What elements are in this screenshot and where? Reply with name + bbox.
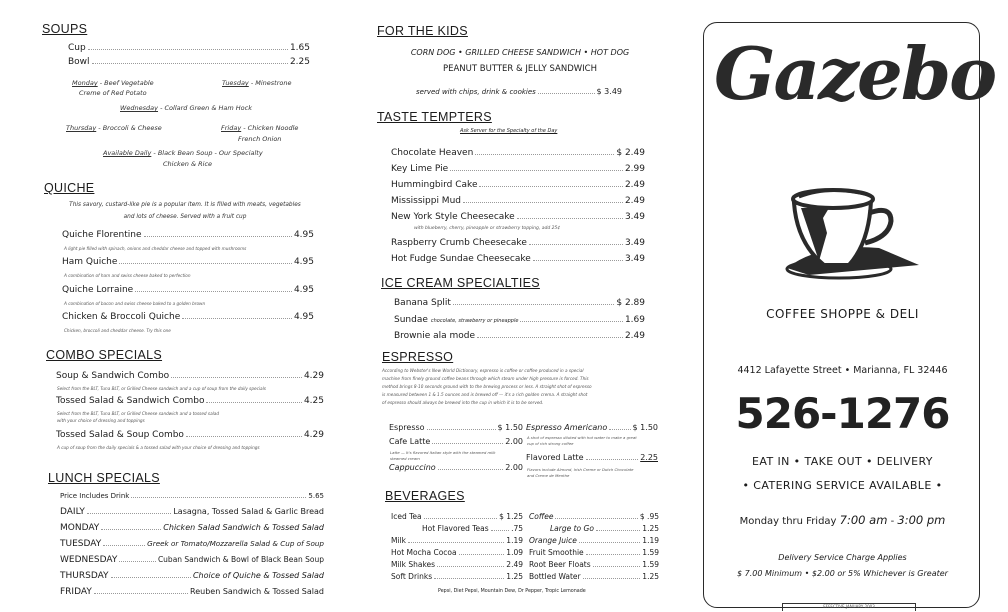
item-price: 1.19	[642, 536, 659, 545]
soup-day-friday: Friday - Chicken Noodle	[221, 124, 299, 132]
item-name: Cafe Latte	[389, 437, 431, 446]
lunch-day-friday	[60, 587, 324, 597]
item-price: 4.29	[303, 430, 324, 440]
item-name: Cappuccino	[389, 463, 436, 472]
item-name: New York Style Cheesecake	[391, 212, 515, 222]
item-price: 2.49	[506, 560, 523, 569]
item-name: Soup & Sandwich Combo	[56, 371, 170, 381]
item-name: Bottled Water	[529, 572, 581, 581]
item-desc: Chicken, broccoli and cheddar cheese. Try this one	[64, 328, 171, 333]
item-note: chocolate, strawberry or pineapple	[430, 318, 519, 324]
item-name: Price Includes Drink	[60, 492, 130, 500]
menu-item-cappuccino	[389, 463, 523, 472]
item-name: Flavored Latte	[526, 453, 584, 462]
espresso-intro-line: machine from finely ground coffee beans through which steam under high pressure is forced. This	[382, 376, 589, 381]
quiche-intro-2: and lots of cheese. Served with a fruit cup	[123, 214, 247, 220]
menu-item-brownie	[394, 331, 645, 341]
item-name: Mississippi Mud	[391, 196, 461, 206]
item-price: $ 3.49	[596, 87, 622, 96]
beverage-milk	[391, 536, 523, 545]
day-label: MONDAY	[60, 523, 100, 533]
lunch-day-monday	[60, 523, 324, 533]
item-name: Banana Split	[394, 298, 451, 308]
item-price: 2.49	[624, 331, 645, 341]
item-desc: A cup of soup from the daily specials & a tossed salad with your choice of dressing and toppings	[57, 445, 260, 450]
lunch-day-tuesday	[60, 539, 324, 549]
day-label: WEDNESDAY	[60, 555, 118, 565]
item-name: Orange Juice	[529, 536, 577, 545]
item-name: Root Beer Floats	[529, 560, 591, 569]
lunch-price-row	[60, 491, 324, 500]
item-name: Fruit Smoothie	[529, 548, 584, 557]
menu-item-espresso-americano	[526, 423, 658, 432]
kids-title: FOR THE KIDS	[377, 24, 468, 38]
soup-available-daily-extra: Chicken & Rice	[163, 160, 213, 168]
menu-item-salad-soup-combo	[56, 430, 324, 440]
item-price: 2.00	[505, 437, 523, 446]
item-name: served with chips, drink & cookies	[416, 88, 536, 96]
soup-day-friday-extra: French Onion	[238, 135, 282, 143]
beverage-soft-drinks	[391, 572, 523, 581]
beverage-hot-teas	[422, 524, 523, 533]
beverage-large-to-go	[550, 524, 659, 533]
item-price: 1.59	[642, 548, 659, 557]
item-price: 1.59	[642, 560, 659, 569]
soup-available-daily: Available Daily - Black Bean Soup - Our Specialty	[103, 149, 263, 157]
item-name: Key Lime Pie	[391, 164, 449, 174]
item-price: 3.49	[624, 238, 645, 248]
kids-price-row	[416, 87, 622, 96]
meal-label: Lasagna, Tossed Salad & Garlic Bread	[173, 507, 324, 516]
espresso-intro-line: According to Webster's New World Dictionary, espresso is coffee or coffee produced in a special	[382, 368, 584, 373]
item-name: Espresso	[389, 423, 425, 432]
item-name: Espresso Americano	[526, 423, 608, 432]
kids-items-line2: PEANUT BUTTER & JELLY SANDWICH	[442, 64, 597, 74]
item-name: Chicken & Broccoli Quiche	[62, 312, 181, 322]
item-price: $ 2.49	[616, 148, 645, 158]
kids-items-line1: CORN DOG • GRILLED CHEESE SANDWICH • HOT DOG	[410, 48, 630, 57]
menu-item-cafe-latte	[389, 437, 523, 446]
item-price: 4.95	[293, 230, 314, 240]
item-price: 4.29	[303, 371, 324, 381]
item-price: $ 1.25	[499, 512, 523, 521]
item-name: Coffee	[529, 512, 554, 521]
menu-item-sundae	[394, 315, 645, 325]
coffee-cup-icon	[779, 173, 919, 287]
item-price: 1.19	[506, 536, 523, 545]
beverage-coffee	[529, 512, 659, 521]
espresso-intro-line: is measured between 1 & 1.5 ounces and is brewed off — it's a rich golden crema. A straight shot	[382, 392, 588, 397]
item-desc: with your choice of dressing and toppings	[57, 418, 145, 423]
item-price: 4.25	[303, 396, 324, 406]
item-price: 1.25	[506, 572, 523, 581]
item-price: 4.95	[293, 285, 314, 295]
menu-item-flavored-latte	[526, 453, 658, 462]
services-line-1: EAT IN • TAKE OUT • DELIVERY	[752, 455, 933, 468]
tempters-title: TASTE TEMPTERS	[377, 110, 492, 124]
delivery-note-1: Delivery Service Charge Applies	[778, 553, 907, 562]
item-price: 2.25	[289, 57, 310, 67]
meal-label: Greek or Tomato/Mozzarella Salad & Cup of Soup	[147, 539, 324, 548]
item-desc: A combination of bacon and swiss cheese baked to a golden brown	[64, 301, 206, 306]
ny-cheesecake-note: with blueberry, cherry, pineapple or strawberry topping, add 25¢	[414, 226, 561, 231]
item-price: 2.99	[624, 164, 645, 174]
tempters-subtitle: Ask Server for the Specialty of the Day	[460, 128, 558, 134]
meal-label: Reuben Sandwich & Tossed Salad	[190, 587, 324, 596]
lunch-title: LUNCH SPECIALS	[48, 471, 160, 485]
item-price: 2.49	[624, 196, 645, 206]
item-price: 1.25	[642, 572, 659, 581]
item-price: 3.49	[624, 212, 645, 222]
item-name: Soft Drinks	[391, 572, 433, 581]
item-price: $ 1.50	[632, 423, 658, 432]
soup-day-monday-extra: Creme of Red Potato	[79, 89, 147, 97]
item-price: $ 2.89	[616, 298, 645, 308]
item-name: Raspberry Crumb Cheesecake	[391, 238, 527, 248]
item-price: 1.65	[289, 43, 310, 53]
item-price: 2.00	[505, 463, 523, 472]
day-label: TUESDAY	[60, 539, 102, 549]
item-desc: Select from the BLT, Tuna BLT, or Grilled Cheese sandwich and a tossed salad	[57, 411, 220, 416]
beverage-mocha-cocoa	[391, 548, 523, 557]
menu-item-espresso	[389, 423, 523, 432]
menu-item-hot-fudge-cheesecake	[391, 254, 645, 264]
item-desc: steamed cream	[390, 456, 420, 461]
item-name: Milk Shakes	[391, 560, 436, 569]
item-desc: and Creme de Menthe	[527, 473, 570, 478]
item-price: 5.65	[308, 492, 324, 500]
soup-day-tuesday: Tuesday - Minestrone	[222, 79, 292, 87]
hours-days: Monday thru Friday	[739, 516, 837, 527]
beverage-iced-tea	[391, 512, 523, 521]
beverage-root-beer-floats	[529, 560, 659, 569]
item-name: Chocolate Heaven	[391, 148, 474, 158]
beverage-fruit-smoothie	[529, 548, 659, 557]
menu-item-chicken-broccoli-quiche	[62, 312, 314, 322]
item-desc: A combination of ham and swiss cheese baked to perfection	[64, 273, 191, 278]
menu-item-mississippi-mud	[391, 196, 645, 206]
menu-item-ham-quiche	[62, 257, 314, 267]
item-name: Bowl	[68, 57, 90, 67]
brand-tagline: COFFEE SHOPPE & DELI	[766, 307, 919, 321]
meal-label: Chicken Salad Sandwich & Tossed Salad	[163, 523, 324, 532]
menu-item-key-lime-pie	[391, 164, 645, 174]
day-label: FRIDAY	[60, 587, 92, 597]
beverage-bottled-water	[529, 572, 659, 581]
soups-title: SOUPS	[42, 22, 88, 36]
lunch-day-thursday	[60, 571, 324, 581]
meal-label: Choice of Quiche & Tossed Salad	[192, 571, 324, 580]
menu-item-bowl	[68, 57, 310, 67]
menu-item-quiche-lorraine	[62, 285, 314, 295]
beverage-milk-shakes	[391, 560, 523, 569]
beverage-orange-juice	[529, 536, 659, 545]
soup-day-thursday: Thursday - Broccoli & Cheese	[66, 124, 162, 132]
combo-title: COMBO SPECIALS	[46, 348, 163, 362]
item-name: Tossed Salad & Soup Combo	[56, 430, 184, 440]
meal-label: Cuban Sandwich & Bowl of Black Bean Soup	[157, 555, 324, 564]
espresso-intro-line: of espresso should always be brewed into the cup in which it is to be served.	[382, 400, 544, 405]
item-name: Quiche Florentine	[62, 230, 142, 240]
services-line-2: • CATERING SERVICE AVAILABLE •	[742, 479, 943, 492]
item-price: 2.49	[624, 180, 645, 190]
brand-logo: Gazebo	[714, 31, 996, 116]
item-price: 2.25	[640, 453, 658, 462]
beverages-footer: Pepsi, Diet Pepsi, Mountain Dew, Dr Pepper, Tropic Lemonade	[438, 589, 586, 594]
item-price: 4.95	[293, 257, 314, 267]
item-name: Hummingbird Cake	[391, 180, 478, 190]
item-price: 1.09	[506, 548, 523, 557]
item-name: Milk	[391, 536, 406, 545]
hours-separator: -	[887, 516, 898, 527]
item-price: 1.69	[624, 315, 645, 325]
brand-phone: 526-1276	[735, 389, 950, 438]
item-desc: A light pie filled with spinach, onions and cheddar cheese and topped with mushrooms	[64, 246, 247, 251]
day-label: DAILY	[60, 507, 85, 517]
espresso-title: ESPRESSO	[382, 350, 454, 364]
item-name: Brownie ala mode	[394, 331, 476, 341]
item-name: Large to Go	[550, 524, 594, 533]
item-name: Hot Flavored Teas	[422, 524, 489, 533]
quiche-title: QUICHE	[44, 181, 95, 195]
menu-item-ny-cheesecake	[391, 212, 645, 222]
effective-date-strip: EFFECTIVE JANUARY 2003	[782, 603, 916, 611]
item-name: Cup	[68, 43, 86, 53]
espresso-intro-line: method brings 8-10 seconds ground with to the brewing process or less. A straight shot of espresso	[382, 384, 592, 389]
item-name: Hot Mocha Cocoa	[391, 548, 457, 557]
brand-address: 4412 Lafayette Street • Marianna, FL 32446	[737, 365, 948, 376]
item-name: Tossed Salad & Sandwich Combo	[56, 396, 205, 406]
menu-item-raspberry-cheesecake	[391, 238, 645, 248]
brand-panel	[703, 22, 996, 609]
item-desc: A shot of espresso diluted with hot water to make a great	[527, 435, 637, 440]
item-name: Hot Fudge Sundae Cheesecake	[391, 254, 531, 264]
menu-item-banana-split	[394, 298, 645, 308]
lunch-day-wednesday	[60, 555, 324, 565]
item-price: 1.25	[642, 524, 659, 533]
hours-open: 7:00 am	[839, 513, 888, 527]
item-name: Iced Tea	[391, 512, 422, 521]
hours-close: 3:00 pm	[897, 513, 946, 527]
item-name: Quiche Lorraine	[62, 285, 134, 295]
menu-item-soup-sandwich-combo	[56, 371, 324, 381]
quiche-intro-1: This savory, custard-like pie is a popular item. It is filled with meats, vegetables	[69, 202, 301, 208]
menu-item-quiche-florentine	[62, 230, 314, 240]
item-price: $ 1.50	[497, 423, 523, 432]
menu-item-cup	[68, 43, 310, 53]
business-hours	[704, 513, 981, 527]
beverages-title: BEVERAGES	[385, 489, 465, 503]
item-desc: Latte — It's flavored Italian style with the steamed milk	[390, 450, 496, 455]
item-name: Ham Quiche	[62, 257, 118, 267]
delivery-note-2: $ 7.00 Minimum • $2.00 or 5% Whichever is Greater	[737, 569, 948, 578]
lunch-day-daily	[60, 507, 324, 517]
icecream-title: ICE CREAM SPECIALTIES	[381, 276, 540, 290]
item-price: 3.49	[624, 254, 645, 264]
day-label: THURSDAY	[60, 571, 109, 581]
soup-day-monday: Monday - Beef Vegetable	[72, 79, 154, 87]
soup-day-wednesday: Wednesday - Collard Green & Ham Hock	[120, 104, 252, 112]
menu-item-salad-sandwich-combo	[56, 396, 324, 406]
menu-item-hummingbird-cake	[391, 180, 645, 190]
item-desc: Flavors include Almond, Irish Creme or Dutch Chocolate	[527, 467, 634, 472]
menu-item-chocolate-heaven	[391, 148, 645, 158]
item-price: .75	[511, 524, 523, 533]
item-desc: cup of rich strong coffee	[527, 441, 574, 446]
item-price: $ .95	[639, 512, 659, 521]
item-name: Sundae	[394, 315, 428, 325]
item-desc: Select from the BLT, Tuna BLT, or Grilled Cheese sandwich and a cup of soup from the daily specials	[57, 386, 266, 391]
item-price: 4.95	[293, 312, 314, 322]
